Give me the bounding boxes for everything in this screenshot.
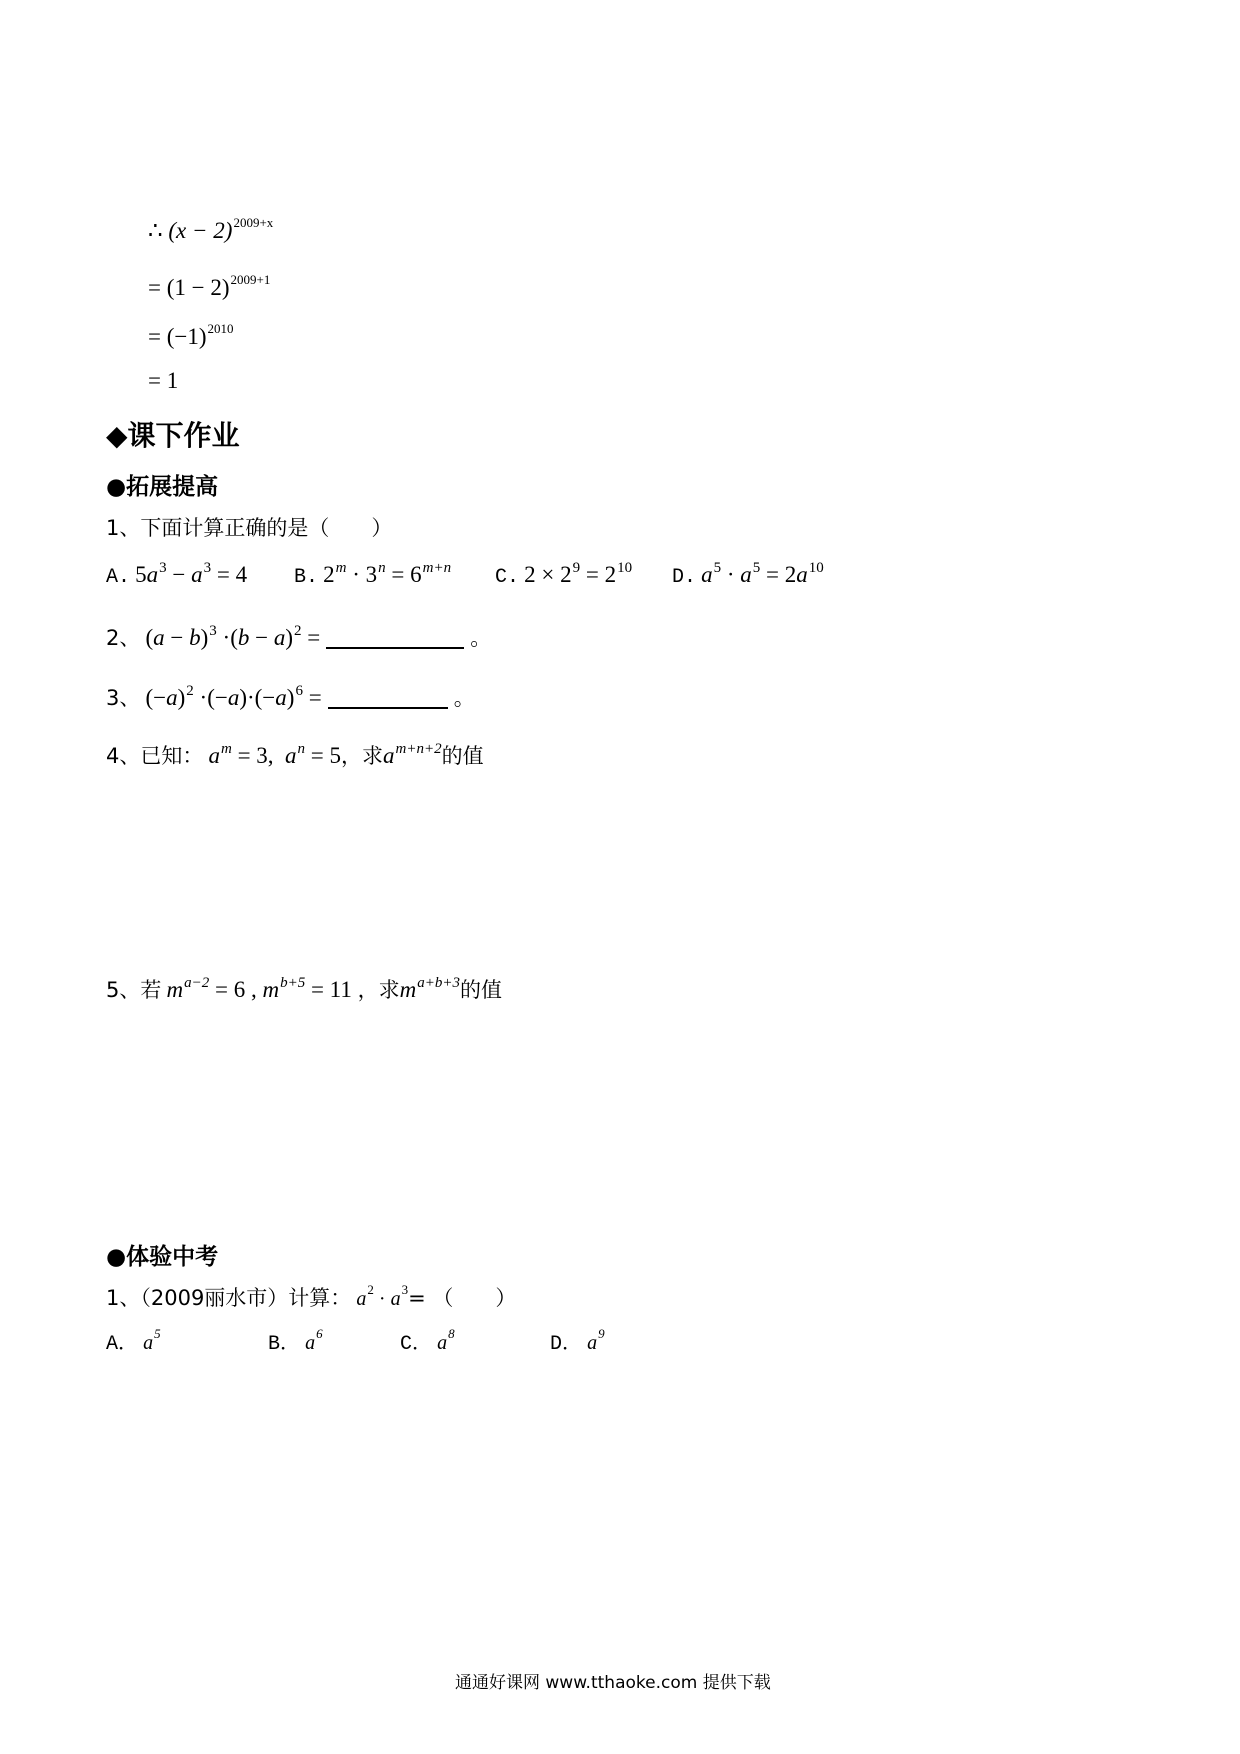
option-a-label: A. — [106, 566, 131, 589]
option-c — [495, 562, 632, 589]
solution-line-3 — [148, 321, 234, 350]
option-b-expression: $2^m \cdot 3^n = 6^{m+n}$ — [323, 560, 452, 587]
question-4-conditions: $a^m = 3$, $a^n = 5$ — [208, 741, 342, 768]
exam-option-c-expression: $a^8$ — [437, 1326, 455, 1354]
question-2-number: 2、 — [106, 626, 141, 650]
solution-line-1 — [148, 215, 274, 244]
question-4-target: $a^{m+n+2}$ — [383, 741, 442, 768]
exam-option-c — [400, 1326, 455, 1356]
question-1-stem: 1、下面计算正确的是（ ） — [106, 516, 393, 540]
equals-sign: = — [148, 368, 161, 393]
option-c-label: C. — [495, 566, 520, 589]
exam-question-1 — [106, 1282, 516, 1312]
exam-question-1-stem: 1、（2009丽水市）计算： — [106, 1286, 352, 1310]
option-b — [294, 562, 451, 589]
solution-line-1-exponent: 2009+x — [233, 215, 274, 230]
solution-line-2 — [148, 272, 271, 301]
exam-option-a-expression: $a^5$ — [143, 1326, 161, 1354]
question-3-period: 。 — [453, 686, 475, 710]
option-a-expression: $5a^3 - a^3 = 4$ — [135, 560, 248, 587]
question-4-given-label: 已知： — [140, 744, 204, 768]
exam-option-b-expression: $a^6$ — [305, 1326, 323, 1354]
exam-question-1-expression: $a^2 \cdot a^3$ — [356, 1282, 409, 1310]
question-5-target: $m^{a+b+3}$ — [399, 975, 460, 1002]
question-2-expression: $(a - b)^3 \cdot(b - a)^2$ = — [145, 623, 321, 650]
equals-sign: = — [148, 275, 161, 300]
option-d — [672, 562, 824, 589]
option-d-expression: $a^5 \cdot a^5 = 2a^{10}$ — [701, 560, 824, 587]
exam-option-d-label: D． — [550, 1333, 583, 1356]
question-3-number: 3、 — [106, 686, 141, 710]
question-5-tail: 的值 — [459, 978, 502, 1002]
answer-blank[interactable] — [326, 625, 464, 649]
exam-option-a-label: A． — [106, 1333, 139, 1356]
question-4 — [106, 740, 484, 770]
question-5-ask: ，求 — [357, 978, 400, 1002]
subsection-heading-exam: ●体验中考 — [106, 1244, 219, 1270]
question-4-number: 4、 — [106, 744, 141, 768]
exam-option-a — [106, 1326, 161, 1356]
solution-line-3-base: (−1) — [166, 324, 207, 349]
question-3 — [106, 682, 475, 712]
solution-line-3-exponent: 2010 — [207, 321, 234, 336]
option-c-expression: $2 \times 2^9 = 2^{10}$ — [524, 560, 633, 587]
question-5-number: 5、 — [106, 978, 141, 1002]
option-a — [106, 562, 247, 589]
section-heading-homework: ◆课下作业 — [106, 419, 240, 452]
solution-line-4 — [148, 368, 178, 394]
question-4-ask: ，求 — [341, 744, 384, 768]
option-d-label: D. — [672, 566, 697, 589]
solution-line-4-value: 1 — [166, 368, 179, 393]
solution-line-2-base: (1 − 2) — [166, 275, 230, 300]
question-5-given-label: 若 — [140, 978, 162, 1002]
question-4-tail: 的值 — [441, 744, 484, 768]
page-footer: 通通好课网 www.tthaoke.com 提供下载 — [455, 1673, 771, 1693]
therefore-symbol: ∴ — [148, 218, 163, 243]
exam-option-b-label: B． — [268, 1333, 301, 1356]
question-2-period: 。 — [470, 626, 492, 650]
solution-line-2-exponent: 2009+1 — [230, 272, 271, 287]
question-5 — [106, 974, 502, 1004]
exam-question-1-tail: = （ ） — [408, 1286, 517, 1310]
exam-option-c-label: C． — [400, 1333, 433, 1356]
answer-blank[interactable] — [328, 685, 448, 709]
question-2 — [106, 622, 491, 652]
option-b-label: B. — [294, 566, 319, 589]
equals-sign: = — [148, 324, 161, 349]
exam-option-b — [268, 1326, 323, 1356]
question-3-expression: $(-a)^2 \cdot(-a)\cdot(-a)^6$ = — [145, 683, 322, 710]
exam-option-d — [550, 1326, 605, 1356]
question-5-conditions: $m^{a-2} = 6$ , $m^{b+5} = 11$ — [166, 975, 358, 1002]
subsection-heading-extend: ●拓展提高 — [106, 474, 219, 500]
solution-line-1-base: (x − 2) — [168, 218, 233, 243]
exam-option-d-expression: $a^9$ — [587, 1326, 605, 1354]
